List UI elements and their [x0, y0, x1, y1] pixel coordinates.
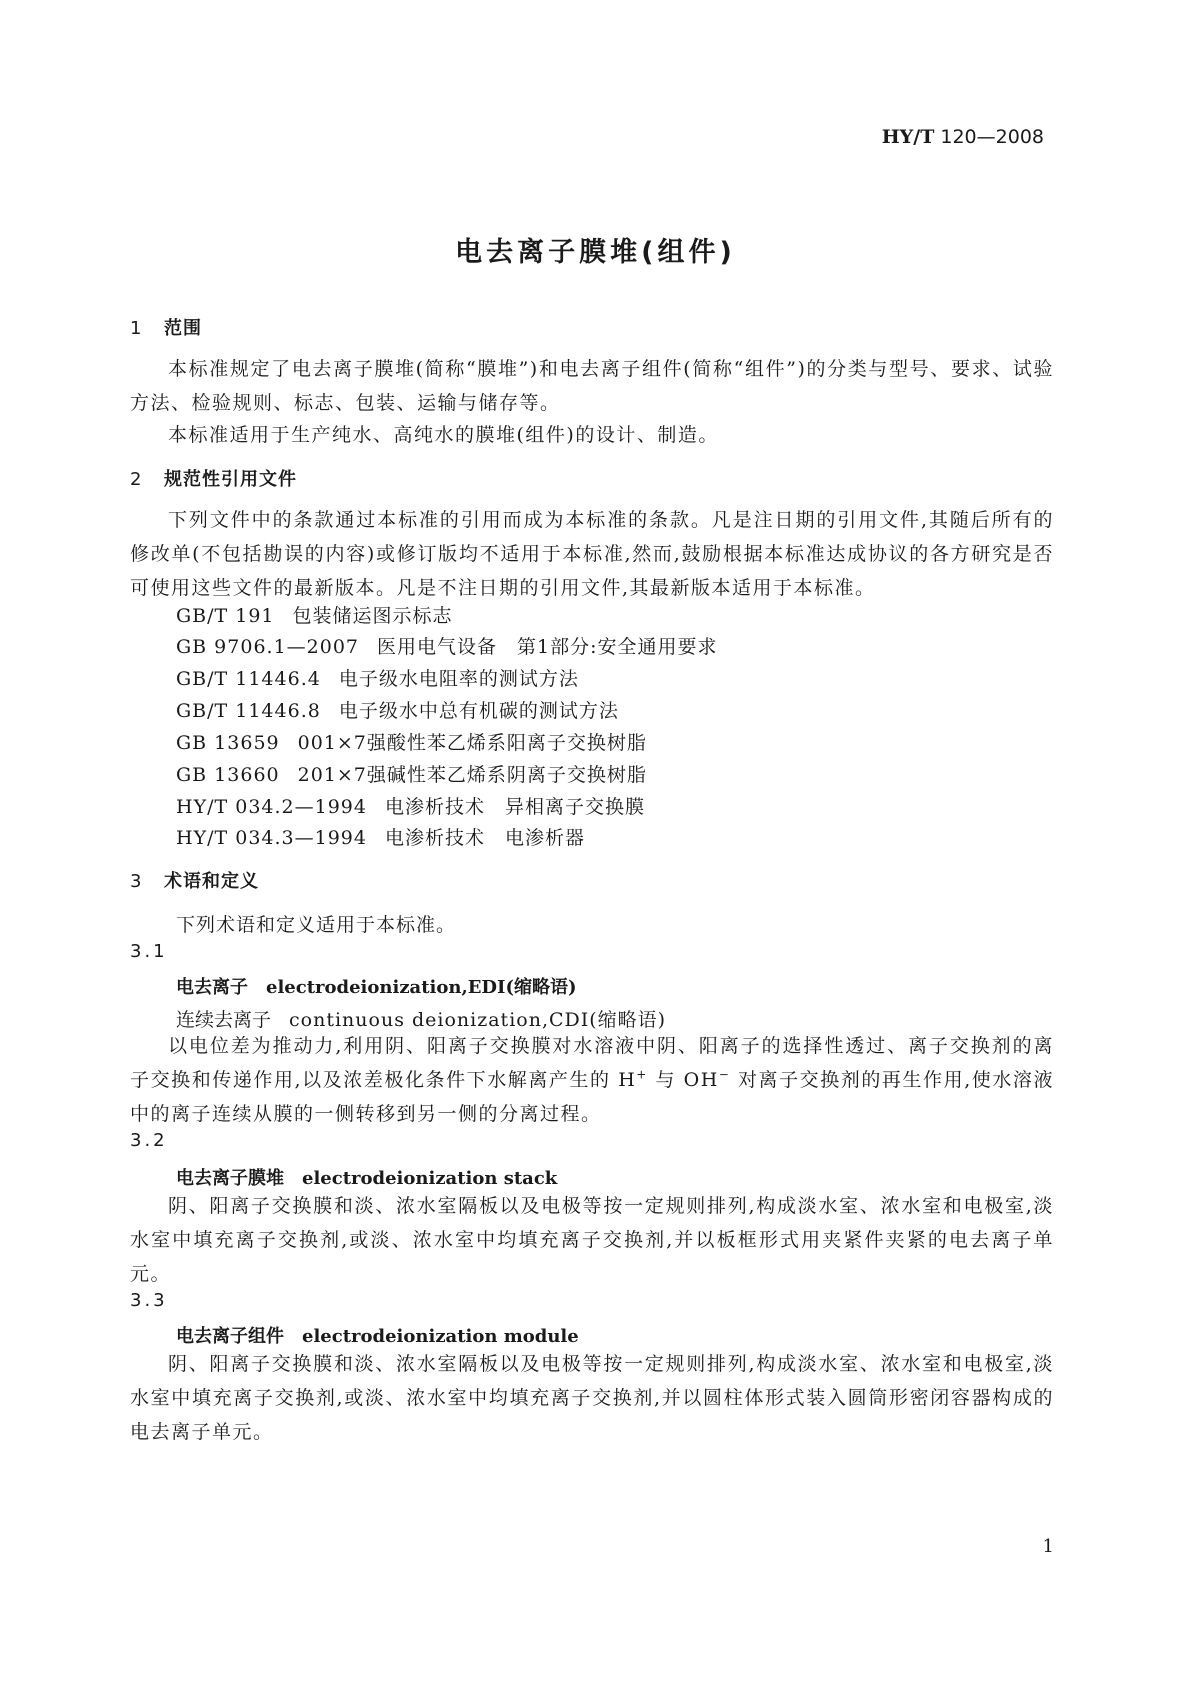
term-number: 3.3	[130, 1290, 168, 1311]
superscript-plus: +	[636, 1067, 648, 1082]
reference-title: 电子级水电阻率的测试方法	[338, 668, 579, 690]
reference-title: 电渗析技术 异相离子交换膜	[384, 796, 645, 818]
term-number: 3.2	[130, 1130, 168, 1151]
reference-code: GB/T 11446.8	[176, 700, 321, 722]
term-number: 3.1	[130, 941, 168, 962]
reference-code: GB 13660	[176, 764, 280, 786]
standard-code-prefix: HY/T	[881, 126, 935, 148]
reference-code: GB/T 191	[176, 605, 275, 627]
term-definition: 阴、阳离子交换膜和淡、浓水室隔板以及电极等按一定规则排列,构成淡水室、浓水室和电极室,淡水室中填充离子交换剂,或淡、浓水室中均填充离子交换剂,并以圆柱体形式装入圆筒形密闭容器构成的电去离子单元。	[130, 1353, 1054, 1443]
standard-code-number: 120—2008	[940, 126, 1044, 148]
reference-item	[176, 664, 579, 691]
reference-title: 电子级水中总有机碳的测试方法	[338, 700, 619, 722]
reference-title: 电渗析技术 电渗析器	[384, 827, 585, 849]
reference-code: GB 13659	[176, 732, 280, 754]
term-zh: 电去离子组件	[176, 1326, 284, 1347]
reference-item	[176, 601, 453, 628]
term-zh: 电去离子膜堆	[176, 1168, 284, 1189]
term-en: electrodeionization module	[302, 1326, 579, 1347]
section-title: 术语和定义	[164, 871, 259, 892]
section-title: 范围	[164, 318, 202, 339]
scope-paragraph-1: 本标准规定了电去离子膜堆(简称“膜堆”)和电去离子组件(简称“组件”)的分类与型号、要求、试验方法、检验规则、标志、包装、运输与储存等。	[130, 358, 1054, 414]
synonym-en: continuous deionization,CDI(缩略语)	[289, 1009, 667, 1031]
term-definition	[130, 1029, 1054, 1131]
standard-code	[882, 126, 1044, 148]
section-2-heading	[130, 465, 297, 491]
term-en: electrodeionization stack	[302, 1168, 558, 1189]
section-title: 规范性引用文件	[164, 469, 297, 490]
scope-paragraph-2: 本标准适用于生产纯水、高纯水的膜堆(组件)的设计、制造。	[168, 424, 719, 446]
term-heading	[176, 1164, 557, 1190]
section-number: 1	[130, 318, 143, 339]
reference-code: GB/T 11446.4	[176, 668, 321, 690]
reference-item	[176, 696, 619, 723]
reference-title: 包装储运图示标志	[292, 605, 453, 627]
reference-item	[176, 728, 647, 755]
term-heading	[176, 973, 577, 999]
term-definition: 阴、阳离子交换膜和淡、浓水室隔板以及电极等按一定规则排列,构成淡水室、浓水室和电极室,淡水室中填充离子交换剂,或淡、浓水室中均填充离子交换剂,并以板框形式用夹紧件夹紧的电去离子单元。	[130, 1195, 1054, 1285]
references-intro-paragraph: 下列文件中的条款通过本标准的引用而成为本标准的条款。凡是注日期的引用文件,其随后所有的修改单(不包括勘误的内容)或修订版均不适用于本标准,然而,鼓励根据本标准达成协议的各方研究是否可使用这些文件的最新版本。凡是不注日期的引用文件,其最新版本适用于本标准。	[130, 509, 1054, 599]
definition-part-c: 对离子交换剂的再生作用,使水溶液中的离子连续从膜的一侧转移到另一侧的分离过程。	[130, 1069, 1054, 1125]
definition-part-b: 与 OH	[647, 1069, 719, 1091]
reference-title: 201×7强碱性苯乙烯系阴离子交换树脂	[297, 764, 647, 786]
term-zh: 电去离子	[176, 977, 248, 998]
section-number: 3	[130, 871, 143, 892]
reference-code: HY/T 034.3—1994	[176, 827, 367, 849]
terms-intro: 下列术语和定义适用于本标准。	[176, 914, 457, 936]
reference-title: 医用电气设备 第1部分:安全通用要求	[377, 636, 718, 658]
section-number: 2	[130, 469, 143, 490]
page-number: 1	[1042, 1536, 1054, 1557]
synonym-zh: 连续去离子	[176, 1009, 272, 1031]
reference-item	[176, 632, 718, 659]
reference-item	[176, 792, 645, 819]
reference-item	[176, 823, 585, 850]
term-synonym	[176, 1005, 666, 1032]
reference-title: 001×7强酸性苯乙烯系阳离子交换树脂	[297, 732, 647, 754]
superscript-minus: −	[718, 1067, 731, 1082]
reference-code: GB 9706.1—2007	[176, 636, 360, 658]
section-1-heading	[130, 314, 202, 340]
term-heading	[176, 1322, 579, 1348]
term-en: electrodeionization,EDI(缩略语)	[266, 977, 577, 998]
definition-part-a: 以电位差为推动力,利用阴、阳离子交换膜对水溶液中阴、阳离子的选择性透过、离子交换剂的离子交换和传递作用,以及浓差极化条件下水解离产生的 H	[130, 1035, 1054, 1091]
document-title: 电去离子膜堆(组件)	[455, 237, 736, 268]
reference-code: HY/T 034.2—1994	[176, 796, 367, 818]
section-3-heading	[130, 867, 259, 893]
reference-item	[176, 760, 647, 787]
